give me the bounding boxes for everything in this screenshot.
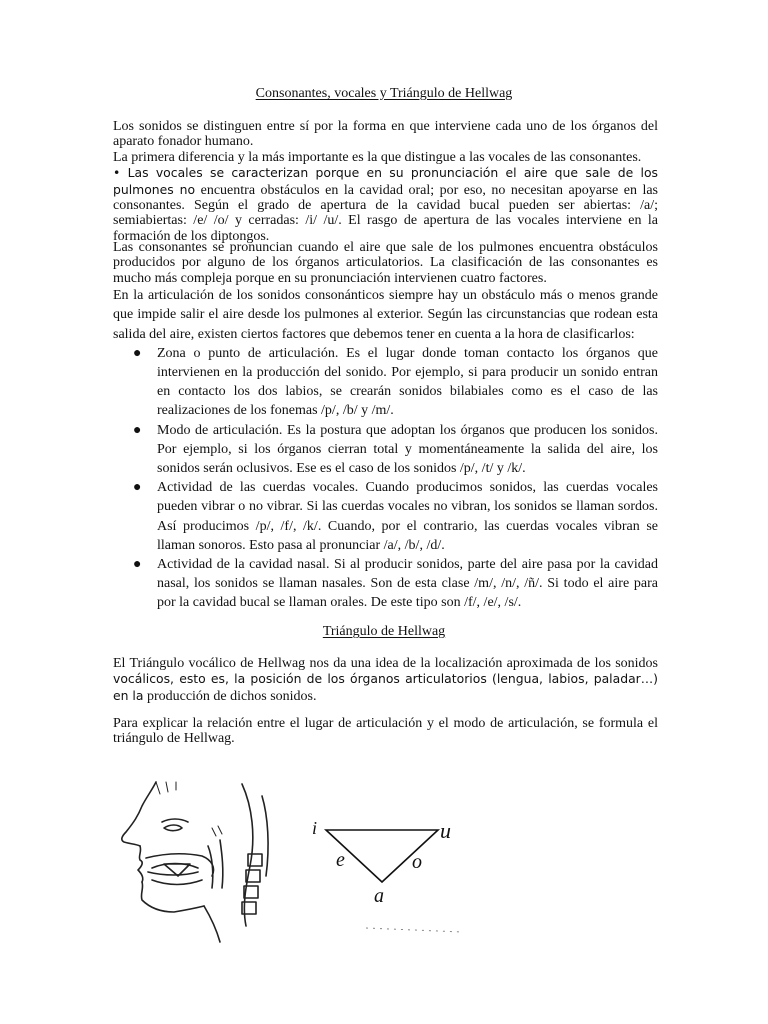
bullet-icon: ●: [133, 557, 142, 573]
vowel-label-e: e: [336, 849, 345, 871]
vowels-lead-text: • Las vocales se caracterizan porque en su pronunciación el aire que sale de los pulmones no: [113, 165, 658, 197]
vowel-label-i: i: [312, 818, 318, 838]
vowel-label-o: o: [412, 851, 422, 873]
triangle-text-c: producción de dichos sonidos.: [143, 688, 317, 704]
criteria-list: [113, 344, 658, 613]
page-title: Consonantes, vocales y Triángulo de Hellwag: [255, 86, 513, 101]
list-item: [113, 555, 658, 613]
list-item-text: Actividad de las cuerdas vocales. Cuando producimos sonidos, las cuerdas vocales pueden vibrar o no vibrar. Si las cuerdas vocales no vibran, los sonidos se llaman sordos. Así producimos /p/, /f/, /k/. Cuando, por el contrario, las cuerdas vocales vibran se llaman sonoros. Esto pasa al pronunciar /a/, /b/, /d/.: [157, 480, 658, 553]
intro-paragraph-3: [113, 165, 658, 244]
vowel-label-a: a: [374, 885, 384, 907]
consonants-paragraph-2: En la articulación de los sonidos consonánticos siempre hay un obstáculo más o menos grande que impide salir el aire desde los pulmones al exterior. Según las circunstancias que rodean esta salida del aire, existen ciertos factores que debemos tener en cuenta a la hora de clasificarlos:: [113, 288, 658, 342]
list-item: [113, 344, 658, 421]
section-title-triangle: Triángulo de Hellwag: [322, 624, 446, 639]
intro-paragraph-1: Los sonidos se distinguen entre sí por la forma en que interviene cada uno de los órganos del aparato fonador humano.: [113, 119, 658, 150]
triangle-text-b: vocálicos, esto es, la posición de los órganos articulatorios (lengua, labios, paladar…) en la: [113, 671, 658, 703]
triangle-paragraph-2-text: Para explicar la relación entre el lugar de articulación y el modo de articulación, se formula el triángulo de Hellwag.: [113, 716, 658, 747]
vowel-label-u: u: [440, 818, 451, 843]
consonants-paragraph-1: Las consonantes se pronuncian cuando el aire que sale de los pulmones encuentra obstáculos producidos por alguno de los órganos articulatorios. La clasificación de las consonantes es mucho más compleja porque en su pronunciación intervienen cuatro factores.: [113, 240, 658, 286]
list-item-text: Modo de articulación. Es la postura que adoptan los órganos que producen los sonidos. Por ejemplo, si los órganos cierran total y momentáneamente la salida del aire, los sonidos serán oclusivos. Ese es el caso de los sonidos /p/, /t/ y /k/.: [157, 422, 658, 477]
intro-section: [113, 119, 658, 244]
bullet-icon: ●: [133, 345, 142, 361]
list-item: [113, 478, 658, 555]
bullet-icon: ●: [133, 480, 142, 496]
vowel-triangle: [312, 818, 462, 932]
list-item-text: Zona o punto de articulación. Es el lugar donde toman contacto los órganos que intervienen en la producción del sonido. Por ejemplo, si para producir un sonido entran en contacto los dos labios, se crearán sonidos bilabiales como es el caso de las realizaciones de los fonemas /p/, /b/ y /m/.: [157, 345, 658, 419]
consonants-section: [113, 240, 658, 613]
vowels-rest-text: encuentra obstáculos en la cavidad oral; por eso, no necesitan apoyarse en las consonantes. Según el grado de apertura de la cavidad bucal pueden ser abiertas: /a/; semiabiertas: /e/ /o/ y cerradas: /i/ /u/. El rasgo de apertura de las vocales interviene en la formación de los diptongos.: [113, 182, 658, 244]
list-item-text: Actividad de la cavidad nasal. Si al producir sonidos, parte del aire pasa por la cavidad nasal, los sonidos se llaman nasales. Son de esta clase /m/, /n/, /ñ/. Si todo el aire para por la cavidad bucal se llaman orales. De este tipo son /f/, /e/, /s/.: [157, 557, 658, 611]
hellwag-figure: [112, 776, 472, 946]
intro-paragraph-2: La primera diferencia y la más importante es la que distingue a las vocales de las consonantes.: [113, 149, 642, 165]
triangle-paragraph-2: [113, 716, 658, 747]
triangle-paragraph-1: [113, 656, 658, 704]
triangle-paragraph-1-text: [113, 656, 658, 704]
faint-dotted-line: [366, 928, 462, 932]
head-profile-illustration: [122, 782, 268, 942]
triangle-text-a: El Triángulo vocálico de Hellwag nos da una idea de la localización aproximada de los sonidos: [113, 656, 658, 671]
bullet-icon: ●: [133, 422, 142, 438]
list-item: [113, 421, 658, 479]
